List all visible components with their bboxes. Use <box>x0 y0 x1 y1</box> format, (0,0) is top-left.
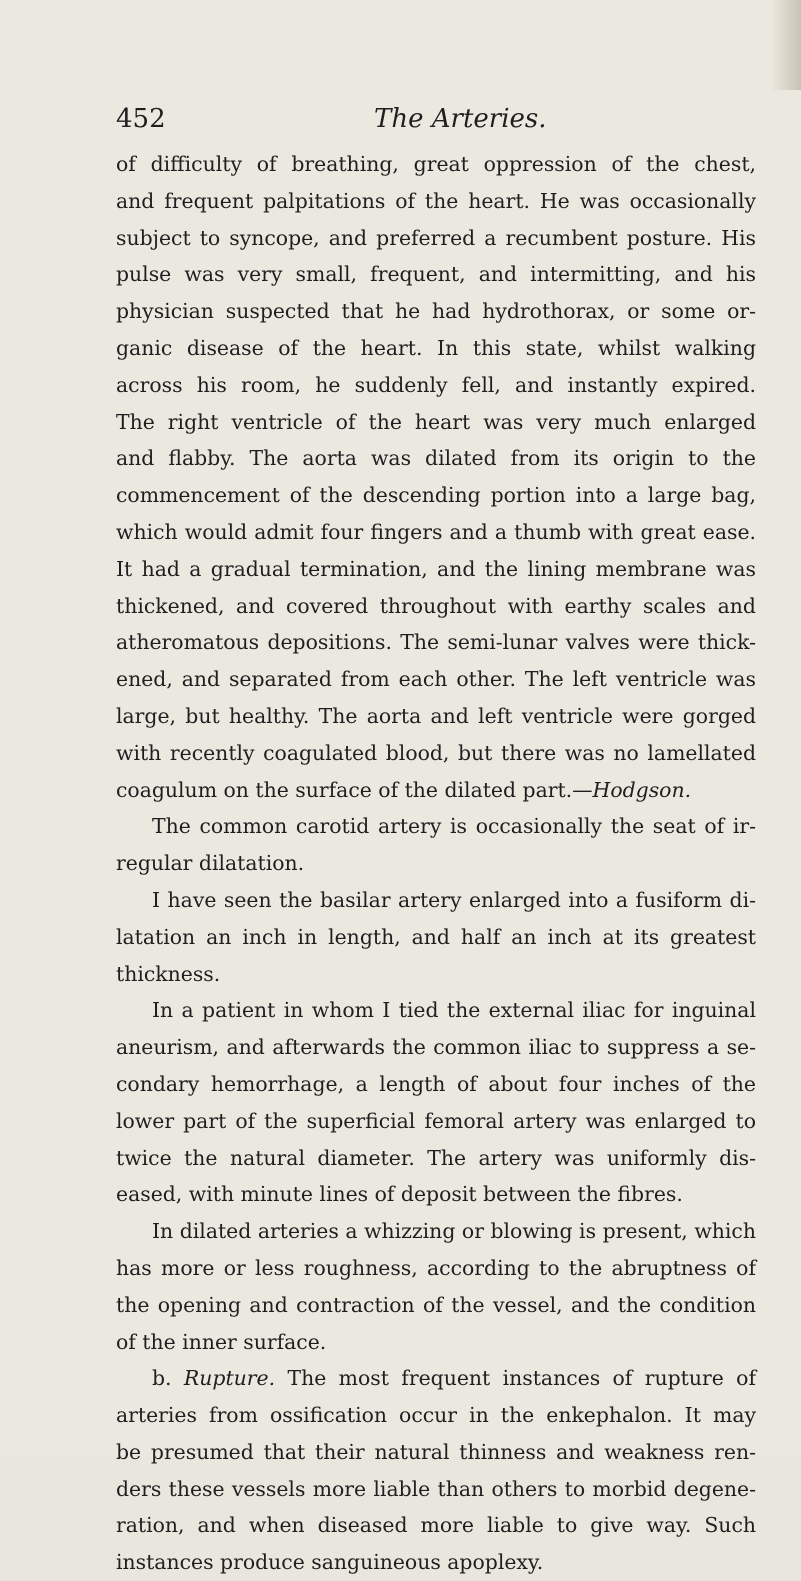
text-line-content: thickness. <box>116 961 221 986</box>
text-line-content: latation an inch in length, and half an inch at its greatest <box>116 924 756 949</box>
text-line-content: regular dilatation. <box>116 851 305 876</box>
text-line <box>116 1287 756 1324</box>
text-line <box>116 1103 756 1140</box>
text-line-content: the opening and contraction of the vessel, and the condition <box>116 1292 756 1317</box>
text-line-content: and flabby. The aorta was dilated from its origin to the <box>116 446 756 471</box>
text-line-content: ration, and when diseased more liable to give way. Such <box>116 1513 756 1538</box>
text-line-content: aneurism, and afterwards the common iliac to suppress a se- <box>116 1035 756 1060</box>
text-line-content: I have seen the basilar artery enlarged into a fusiform di- <box>152 887 756 912</box>
text-line-content: large, but healthy. The aorta and left ventricle were gorged <box>116 703 756 728</box>
text-line-content: thickened, and covered throughout with earthy scales and <box>116 593 756 618</box>
text-line <box>116 330 756 367</box>
text-line <box>116 551 756 588</box>
text-line <box>116 882 756 919</box>
text-line-content: commencement of the descending portion into a large bag, <box>116 483 756 508</box>
text-line <box>116 845 756 882</box>
body-text <box>116 146 756 1581</box>
text-line-content: across his room, he suddenly fell, and instantly expired. <box>116 372 756 397</box>
page-number: 452 <box>116 104 166 134</box>
text-line <box>116 735 756 772</box>
text-line-content: arteries from ossification occur in the enkephalon. It may <box>116 1403 756 1428</box>
text-line <box>116 440 756 477</box>
author-citation: Hodgson. <box>592 777 692 802</box>
text-line <box>116 146 756 183</box>
text-line-content: instances produce sanguineous apoplexy. <box>116 1550 544 1575</box>
text-line <box>116 661 756 698</box>
text-line <box>116 1250 756 1287</box>
text-line <box>116 404 756 441</box>
text-line-rest: The most frequent instances of rupture of <box>275 1366 756 1391</box>
text-line <box>116 919 756 956</box>
text-line <box>116 1066 756 1103</box>
text-line-content: and frequent palpitations of the heart. He was occasionally <box>116 188 756 213</box>
text-line <box>116 256 756 293</box>
text-line-content: ened, and separated from each other. The left ventricle was <box>116 667 756 692</box>
text-line <box>116 1434 756 1471</box>
text-line-content: with recently coagulated blood, but there was no lamellated <box>116 740 756 765</box>
text-line <box>116 367 756 404</box>
text-line-content: atheromatous depositions. The semi-lunar valves were thick- <box>116 630 756 655</box>
text-line-content: ganic disease of the heart. In this state, whilst walking <box>116 335 756 360</box>
text-line-content: of difficulty of breathing, great oppression of the chest, <box>116 152 756 176</box>
text-line <box>116 956 756 993</box>
text-line-content: It had a gradual termination, and the lining membrane was <box>116 556 756 581</box>
page-header <box>116 102 756 136</box>
page-edge-shadow <box>771 0 801 90</box>
text-line-content: b. <box>152 1366 184 1391</box>
text-line <box>116 1544 756 1581</box>
text-line <box>116 1471 756 1508</box>
text-line <box>116 1029 756 1066</box>
text-line <box>116 624 756 661</box>
text-line <box>116 808 756 845</box>
text-line-content: In dilated arteries a whizzing or blowing is present, which <box>152 1219 756 1244</box>
text-line <box>116 1140 756 1177</box>
text-line <box>116 1507 756 1544</box>
text-line <box>116 220 756 257</box>
text-line-content: be presumed that their natural thinness and weakness ren- <box>116 1439 756 1464</box>
text-line <box>116 293 756 330</box>
text-line-content: lower part of the superficial femoral artery was enlarged to <box>116 1108 756 1133</box>
text-line-content: has more or less roughness, according to the abruptness of <box>116 1255 756 1280</box>
text-line-content: pulse was very small, frequent, and intermitting, and his <box>116 262 756 287</box>
text-line <box>116 1397 756 1434</box>
text-line-content: condary hemorrhage, a length of about four inches of the <box>116 1071 756 1096</box>
text-line-content: ders these vessels more liable than others to morbid degene- <box>116 1476 756 1501</box>
text-line <box>116 1360 756 1397</box>
running-title: The Arteries. <box>374 104 547 134</box>
text-line <box>116 588 756 625</box>
text-line <box>116 698 756 735</box>
section-heading-italic: Rupture. <box>183 1366 276 1391</box>
text-line <box>116 992 756 1029</box>
text-line <box>116 514 756 551</box>
text-line-content: subject to syncope, and preferred a recumbent posture. His <box>116 225 756 250</box>
text-line <box>116 1176 756 1213</box>
text-line <box>116 477 756 514</box>
text-line-content: of the inner surface. <box>116 1329 327 1354</box>
text-line-content: In a patient in whom I tied the external iliac for inguinal <box>152 998 756 1023</box>
text-line <box>116 1213 756 1250</box>
text-line <box>116 1324 756 1361</box>
text-line-content: coagulum on the surface of the dilated part.— <box>116 777 593 802</box>
text-line <box>116 183 756 220</box>
text-line-content: twice the natural diameter. The artery was uniformly dis- <box>116 1145 756 1170</box>
text-line-content: which would admit four fingers and a thumb with great ease. <box>116 519 756 544</box>
text-line-content: The right ventricle of the heart was very much enlarged <box>116 409 756 434</box>
text-line-content: physician suspected that he had hydrothorax, or some or- <box>116 299 756 324</box>
text-line <box>116 772 756 809</box>
text-line-content: The common carotid artery is occasionally the seat of ir- <box>152 814 756 839</box>
text-line-content: eased, with minute lines of deposit between the fibres. <box>116 1182 683 1207</box>
